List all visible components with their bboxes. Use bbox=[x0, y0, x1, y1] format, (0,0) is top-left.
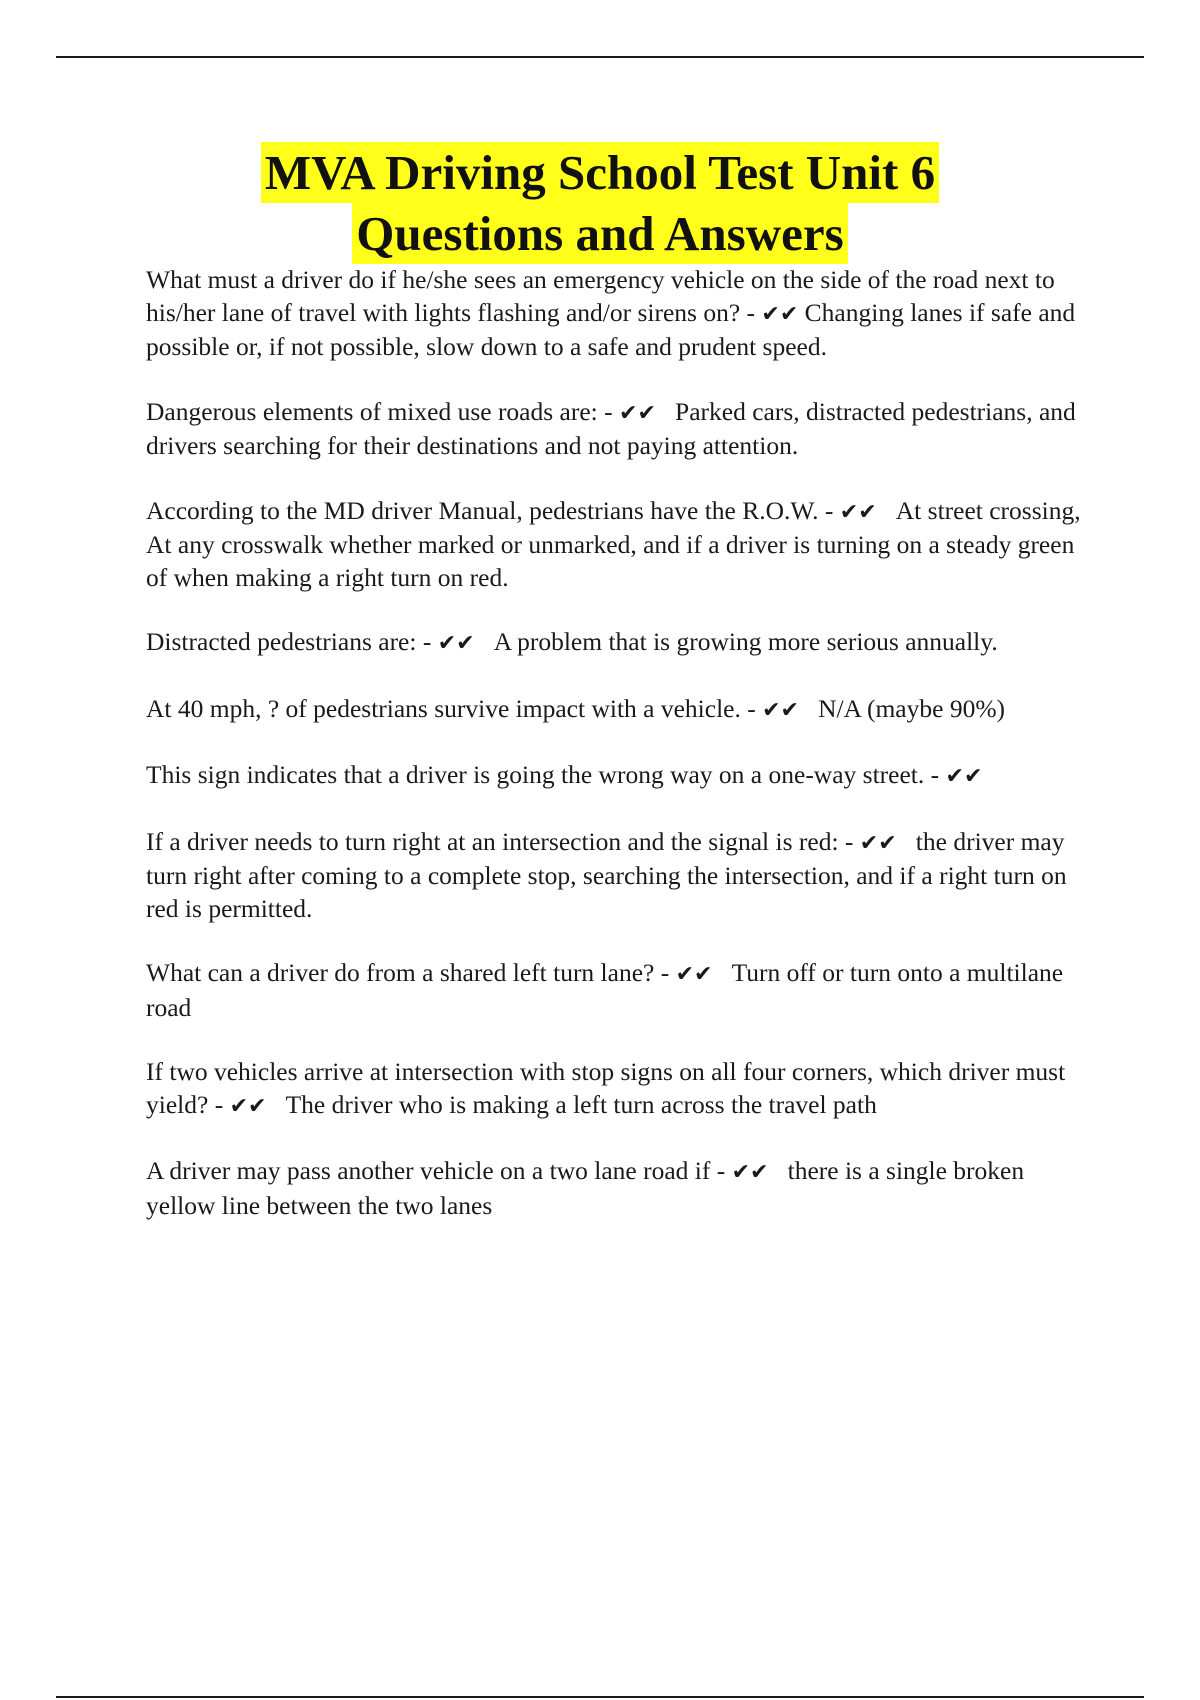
question-text: This sign indicates that a driver is going the wrong way on a one-way street. bbox=[146, 760, 925, 789]
title-line-2: Questions and Answers bbox=[352, 203, 847, 264]
separator: - bbox=[208, 1089, 230, 1119]
answer-text: A problem that is growing more serious annually. bbox=[493, 627, 998, 656]
qa-item bbox=[146, 693, 1086, 728]
separator: - bbox=[838, 826, 860, 856]
question-text: A driver may pass another vehicle on a two lane road if bbox=[146, 1156, 711, 1185]
qa-item bbox=[146, 396, 1086, 463]
document-title bbox=[0, 142, 1200, 264]
check-mark-icon: ✔✔ bbox=[229, 1093, 267, 1119]
question-text: If two vehicles arrive at intersection with stop signs on all four corners, which driver must yield? bbox=[146, 1057, 1066, 1119]
separator: - bbox=[924, 760, 946, 789]
question-text: Distracted pedestrians are: bbox=[146, 627, 417, 656]
answer-text: Parked cars, distracted pedestrians, and drivers searching for their destinations and not paying attention. bbox=[146, 396, 1076, 460]
top-rule bbox=[56, 56, 1144, 58]
check-mark-icon: ✔✔ bbox=[437, 631, 475, 656]
check-mark-icon: ✔✔ bbox=[839, 499, 877, 525]
separator: - bbox=[740, 693, 763, 723]
title-line-1: MVA Driving School Test Unit 6 bbox=[261, 142, 939, 203]
qa-item bbox=[146, 495, 1086, 595]
check-mark-icon: ✔✔ bbox=[762, 697, 799, 723]
qa-list bbox=[146, 264, 1086, 1254]
check-mark-icon: ✔✔ bbox=[619, 400, 656, 426]
check-mark-icon: ✔✔ bbox=[675, 962, 713, 987]
qa-item bbox=[146, 626, 1086, 661]
separator: - bbox=[654, 958, 676, 987]
qa-item bbox=[146, 1155, 1086, 1222]
check-mark-icon: ✔✔ bbox=[945, 764, 983, 789]
qa-item bbox=[146, 1056, 1086, 1123]
answer-text: Turn off or turn onto a multilane road bbox=[146, 958, 1064, 1022]
question-text: At 40 mph, ? of pedestrians survive impact with a vehicle. bbox=[146, 693, 741, 723]
question-text: If a driver needs to turn right at an intersection and the signal is red: bbox=[146, 826, 839, 856]
question-text: According to the MD driver Manual, pedestrians have the R.O.W. bbox=[146, 495, 819, 525]
answer-text: Changing lanes if safe and possible or, if not possible, slow down to a safe and prudent speed. bbox=[146, 297, 1076, 361]
separator: - bbox=[710, 1156, 732, 1185]
question-text: What can a driver do from a shared left turn lane? bbox=[146, 958, 655, 987]
answer-text: At street crossing, At any crosswalk whether marked or unmarked, and if a driver is turning on a steady green of when making a right turn on red. bbox=[146, 495, 1081, 592]
separator: - bbox=[740, 297, 762, 327]
qa-item bbox=[146, 264, 1086, 364]
qa-item bbox=[146, 759, 1086, 794]
check-mark-icon: ✔✔ bbox=[859, 830, 897, 856]
question-text: What must a driver do if he/she sees an emergency vehicle on the side of the road next to his/her lane of travel with lights flashing and/or sirens on? bbox=[146, 265, 1055, 327]
separator: - bbox=[597, 396, 620, 426]
question-text: Dangerous elements of mixed use roads are: bbox=[146, 396, 598, 426]
bottom-rule bbox=[56, 1696, 1144, 1698]
qa-item bbox=[146, 826, 1086, 926]
qa-item bbox=[146, 957, 1086, 1024]
check-mark-icon: ✔✔ bbox=[731, 1160, 769, 1185]
answer-text: The driver who is making a left turn across the travel path bbox=[285, 1089, 877, 1119]
answer-text: the driver may turn right after coming to a complete stop, searching the intersection, and if a right turn on red is permitted. bbox=[146, 826, 1067, 923]
answer-text: N/A (maybe 90%) bbox=[818, 693, 1006, 723]
separator: - bbox=[818, 495, 840, 525]
answer-text: there is a single broken yellow line between the two lanes bbox=[146, 1156, 1025, 1220]
separator: - bbox=[416, 627, 438, 656]
check-mark-icon: ✔✔ bbox=[761, 301, 799, 327]
